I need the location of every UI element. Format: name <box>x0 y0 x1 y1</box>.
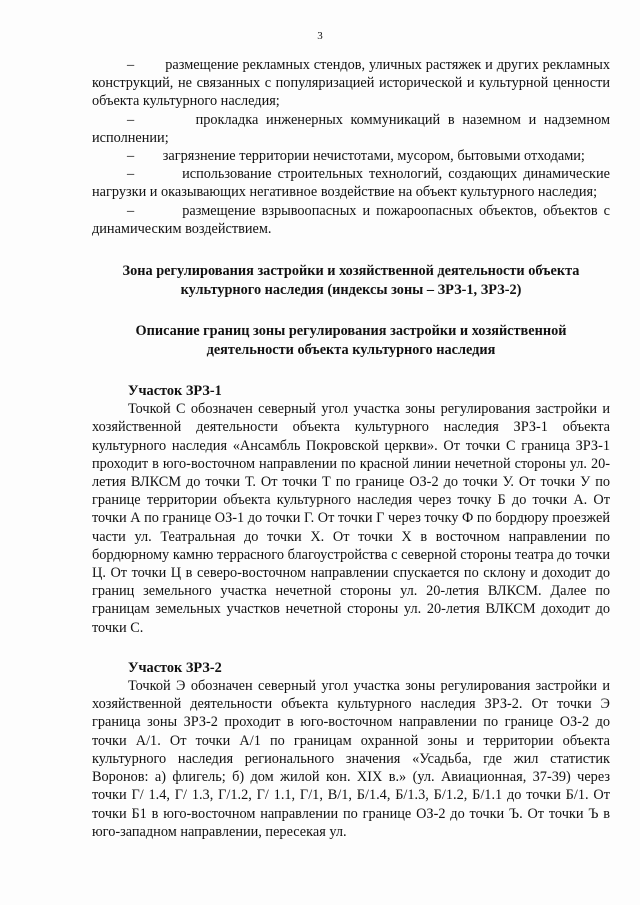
section-title-zrz1: Участок ЗРЗ-1 <box>128 383 222 400</box>
zone-heading: Зона регулирования застройки и хозяйственной деятельности объекта культурного наследия (индексы зоны – ЗРЗ-1, ЗРЗ-2) <box>122 263 580 299</box>
description-heading: Описание границ зоны регулирования застройки и хозяйственной деятельности объекта культурного наследия <box>135 323 567 359</box>
section-text-zrz2: Точкой Э обозначен северный угол участка зоны регулирования застройки и хозяйственной деятельности объекта культурного наследия ЗРЗ-2. От точки Э граница зоны ЗРЗ-2 проходит в юго-восточном направлении по границе ОЗ-2 до точки А/1. От точки А/1 по границам охранной зоны и территории объекта культурного наследия регионального значения «Усадьба, где жил статистик Воронов: а) флигель; б) дом жилой кон. XIX в.» (ул. Авиационная, 37-39) через точки Г/ 1.4, Г/ 1.3, Г/1.2, Г/ 1.1, Г/1, В/1, Б/1.4, Б/1.3, Б/1.2, Б/1.1 до точки Б/1. От точки Б1 в юго-восточном направлении по границе ОЗ-2 до точки Ъ. От точки Ъ в юго-западном направлении, пересекая ул. <box>92 678 610 840</box>
page-number: 3 <box>317 30 323 42</box>
list-item: – использование строительных технологий, создающих динамические нагрузки и оказывающих негативное воздействие на объект культурного наследия; <box>92 166 610 201</box>
list-item: – размещение рекламных стендов, уличных растяжек и других рекламных конструкций, не связанных с популяризацией исторической и культурной ценности объекта культурного наследия; <box>92 57 610 110</box>
section-text-zrz1: Точкой С обозначен северный угол участка зоны регулирования застройки и хозяйственной деятельности объекта культурного наследия ЗРЗ-1 объекта культурного наследия «Ансамбль Покровской церкви». От точки С граница ЗРЗ-1 проходит в юго-восточном направлении по красной линии нечетной стороны ул. 20-летия ВЛКСМ до точки Т. От точки Т по границе ОЗ-2 до точки У. От точки У по границе территории объекта культурного наследия через точку Б до точки А. От точки А по границе ОЗ-1 до точки Г. От точки Г через точку Ф по бордюру проезжей части ул. Театральная до точки Х. От точки Х в восточном направлении по бордюрному камню террасного благоустройства с северной стороны театра до точки Ц. От точки Ц в северо-восточном направлении спускается по склону и доходит до границ земельного участка нечетной стороны ул. 20-летия ВЛКСМ. Далее по границам земельных участков нечетной стороны ул. 20-летия ВЛКСМ доходит до точки С. <box>92 401 610 636</box>
list-item: – прокладка инженерных коммуникаций в наземном и надземном исполнении; <box>92 111 610 146</box>
list-item: – размещение взрывоопасных и пожароопасных объектов, объектов с динамическим воздействием. <box>92 202 610 237</box>
section-title-zrz2: Участок ЗРЗ-2 <box>128 659 222 676</box>
list-item: – загрязнение территории нечистотами, мусором, бытовыми отходами; <box>127 148 585 165</box>
document-body <box>92 56 610 841</box>
